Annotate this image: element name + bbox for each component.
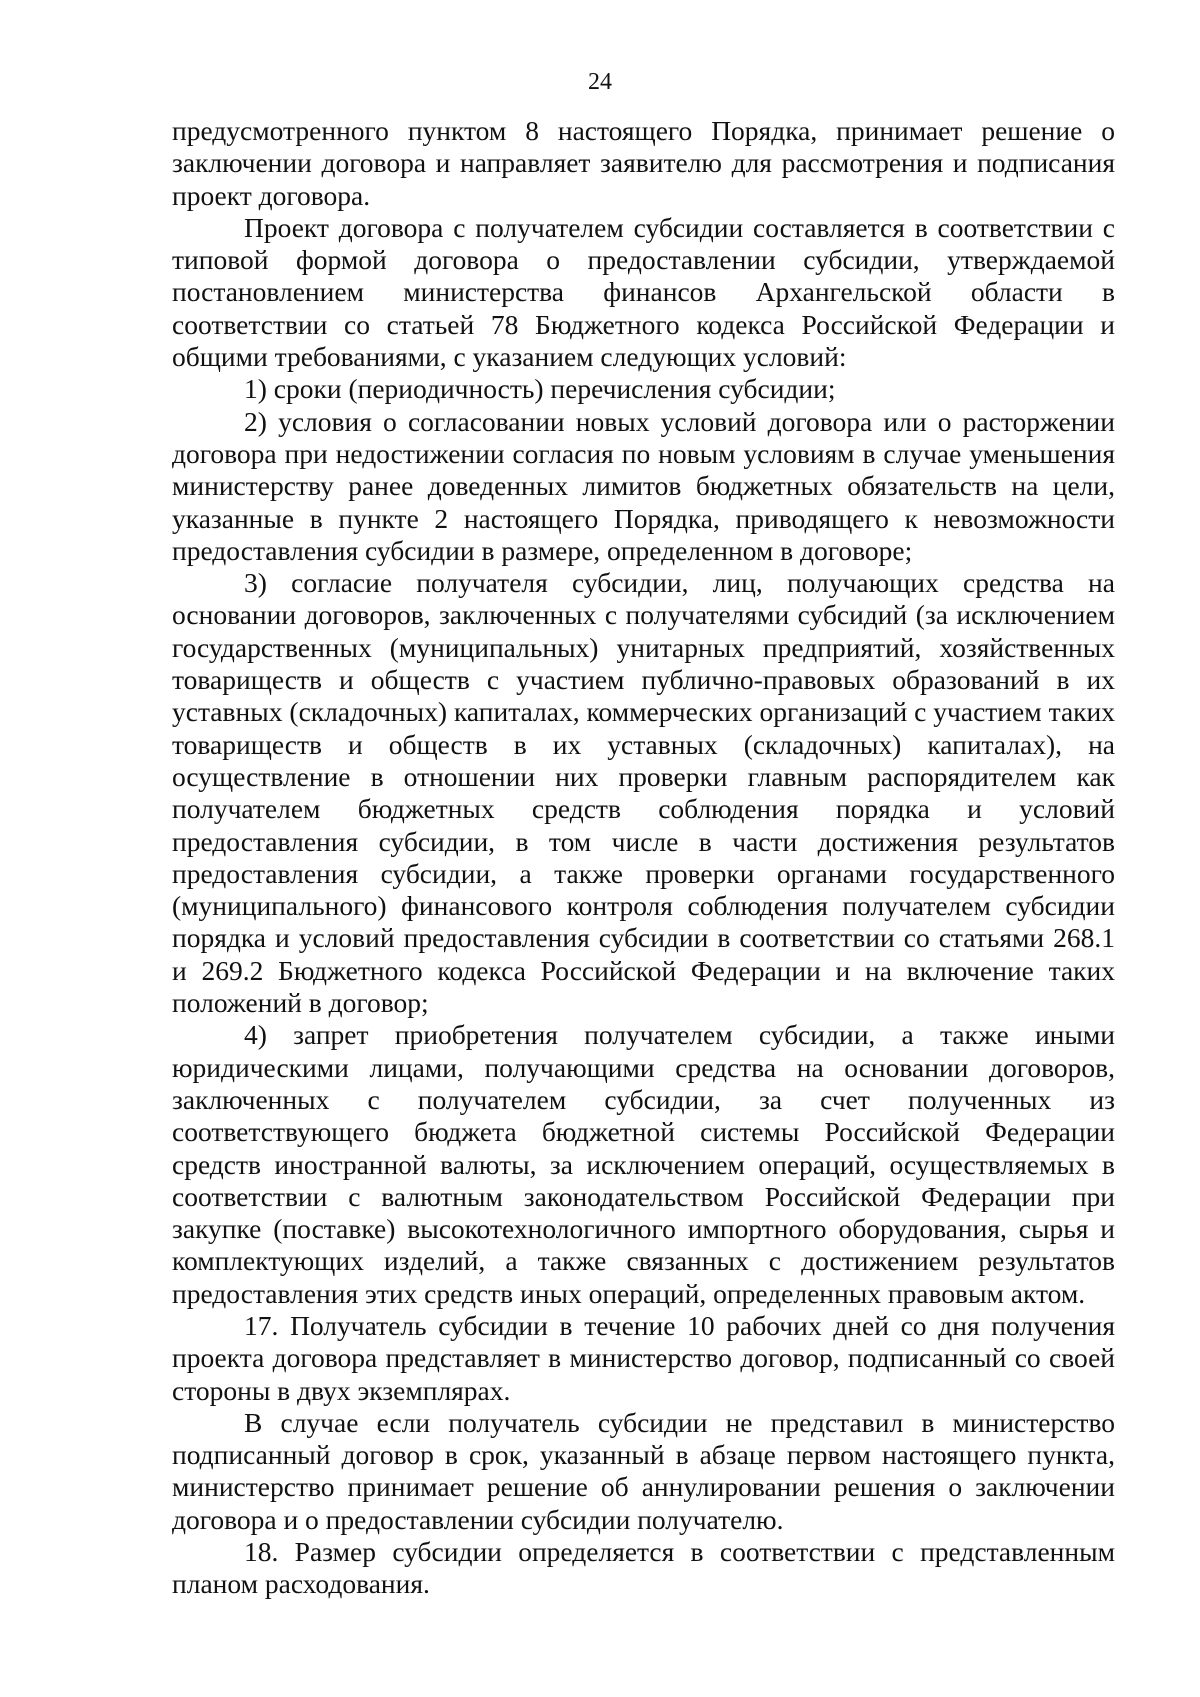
paragraph-clause-17: 17. Получатель субсидии в течение 10 рабочих дней со дня получения проекта договора представляет в министерство договор, подписанный со своей стороны в двух экземплярах. [172,1309,1115,1406]
list-item-1: 1) сроки (периодичность) перечисления субсидии; [244,373,836,405]
paragraph-continuation: предусмотренного пунктом 8 настоящего Порядка, принимает решение о заключении договора и направляет заявителю для рассмотрения и подписания проект договора. [172,115,1115,211]
list-item-2: 2) условия о согласовании новых условий договора или о расторжении договора при недостижении согласия по новым условиям в случае уменьшения министерству ранее доведенных лимитов бюджетных обязательств на цели, указанные в пункте 2 настоящего Порядка, приводящего к невозможности предоставления субсидии в размере, определенном в договоре; [172,405,1115,566]
paragraph-clause-18: 18. Размер субсидии определяется в соответствии с представленным планом расходования. [172,1536,1115,1600]
paragraph-contract-draft: Проект договора с получателем субсидии составляется в соответствии с типовой формой договора о предоставлении субсидии, утверждаемой постановлением министерства финансов Архангельской области в соответствии со статьей 78 Бюджетного кодекса Российской Федерации и общими требованиями, с указанием следующих условий: [172,211,1115,373]
list-item-4: 4) запрет приобретения получателем субсидии, а также иными юридическими лицами, получающими средства на основании договоров, заключенных с получателем субсидии, за счет полученных из соответствующего бюджета бюджетной системы Российской Федерации средств иностранной валюты, за исключением операций, осуществляемых в соответствии с валютным законодательством Российской Федерации при закупке (поставке) высокотехнологичного импортного оборудования, сырья и комплектующих изделий, а также связанных с достижением результатов предоставления этих средств иных операций, определенных правовым актом. [172,1019,1115,1309]
list-item-3: 3) согласие получателя субсидии, лиц, получающих средства на основании договоров, заключенных с получателями субсидий (за исключением государственных (муниципальных) унитарных предприятий, хозяйственных товариществ и обществ с участием публично-правовых образований в их уставных (складочных) капиталах, коммерческих организаций с участием таких товариществ и обществ в их уставных (складочных) капиталах), на осуществление в отношении них проверки главным распорядителем как получателем бюджетных средств соблюдения порядка и условий предоставления субсидии, в том числе в части достижения результатов предоставления субсидии, а также проверки органами государственного (муниципального) финансового контроля соблюдения получателем субсидии порядка и условий предоставления субсидии в соответствии со статьями 268.1 и 269.2 Бюджетного кодекса Российской Федерации и на включение таких положений в договор; [172,567,1115,1019]
document-body [172,115,1115,1601]
paragraph-clause-17-note: В случае если получатель субсидии не представил в министерство подписанный договор в срок, указанный в абзаце первом настоящего пункта, министерство принимает решение об аннулировании решения о заключении договора и о предоставлении субсидии получателю. [172,1406,1115,1535]
page-number: 24 [588,69,612,95]
